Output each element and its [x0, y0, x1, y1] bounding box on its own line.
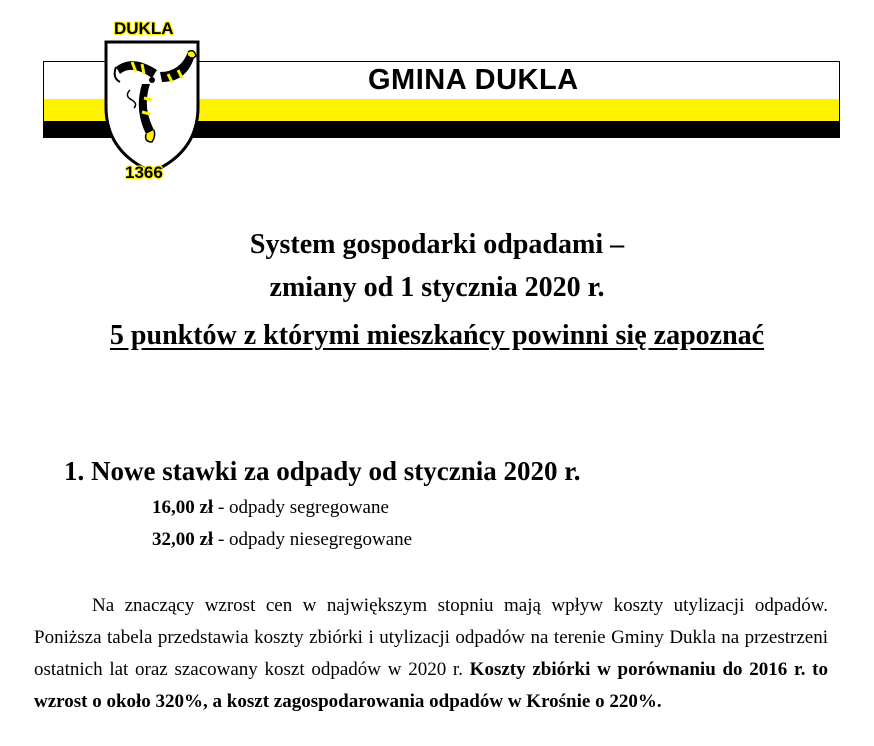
rate-description: odpady niesegregowane: [229, 529, 413, 550]
title-line-3: 5 punktów z którymi mieszkańcy powinni się zapoznać: [109, 320, 765, 351]
crest-top-label: DUKLA: [114, 19, 174, 38]
rate-amount: 16,00 zł: [152, 497, 214, 518]
rate-segregated: [152, 497, 389, 519]
rate-separator: -: [213, 497, 230, 518]
paragraph-bold-text: Koszty zbiórki w porównaniu do 2016 r. to wzrost o około 320%, a koszt zagospodarowania odpadów w Krośnie o 220%.: [34, 659, 828, 712]
crest-year-label: 1366: [125, 163, 163, 182]
title-line-2: zmiany od 1 stycznia 2020 r.: [269, 272, 605, 303]
banner-title: GMINA DUKLA: [368, 64, 579, 96]
section-heading: 1. Nowe stawki za odpady od stycznia 2020 r.: [64, 456, 581, 486]
rate-amount: 32,00 zł: [152, 529, 214, 550]
rate-unsegregated: [152, 529, 412, 551]
rate-separator: -: [213, 529, 230, 550]
title-line-1: System gospodarki odpadami –: [249, 229, 625, 260]
paragraph-text: Na znaczący wzrost cen w największym stopniu mają wpływ koszty utylizacji odpadów. Poniższa tabela przedstawia koszty zbiórki i utylizacji odpadów na terenie Gminy Dukla na przestrzeni ostatnich lat oraz szacowany koszt odpadów w 2020 r.: [34, 595, 828, 680]
body-paragraph: [34, 590, 828, 718]
rate-description: odpady segregowane: [229, 497, 389, 518]
